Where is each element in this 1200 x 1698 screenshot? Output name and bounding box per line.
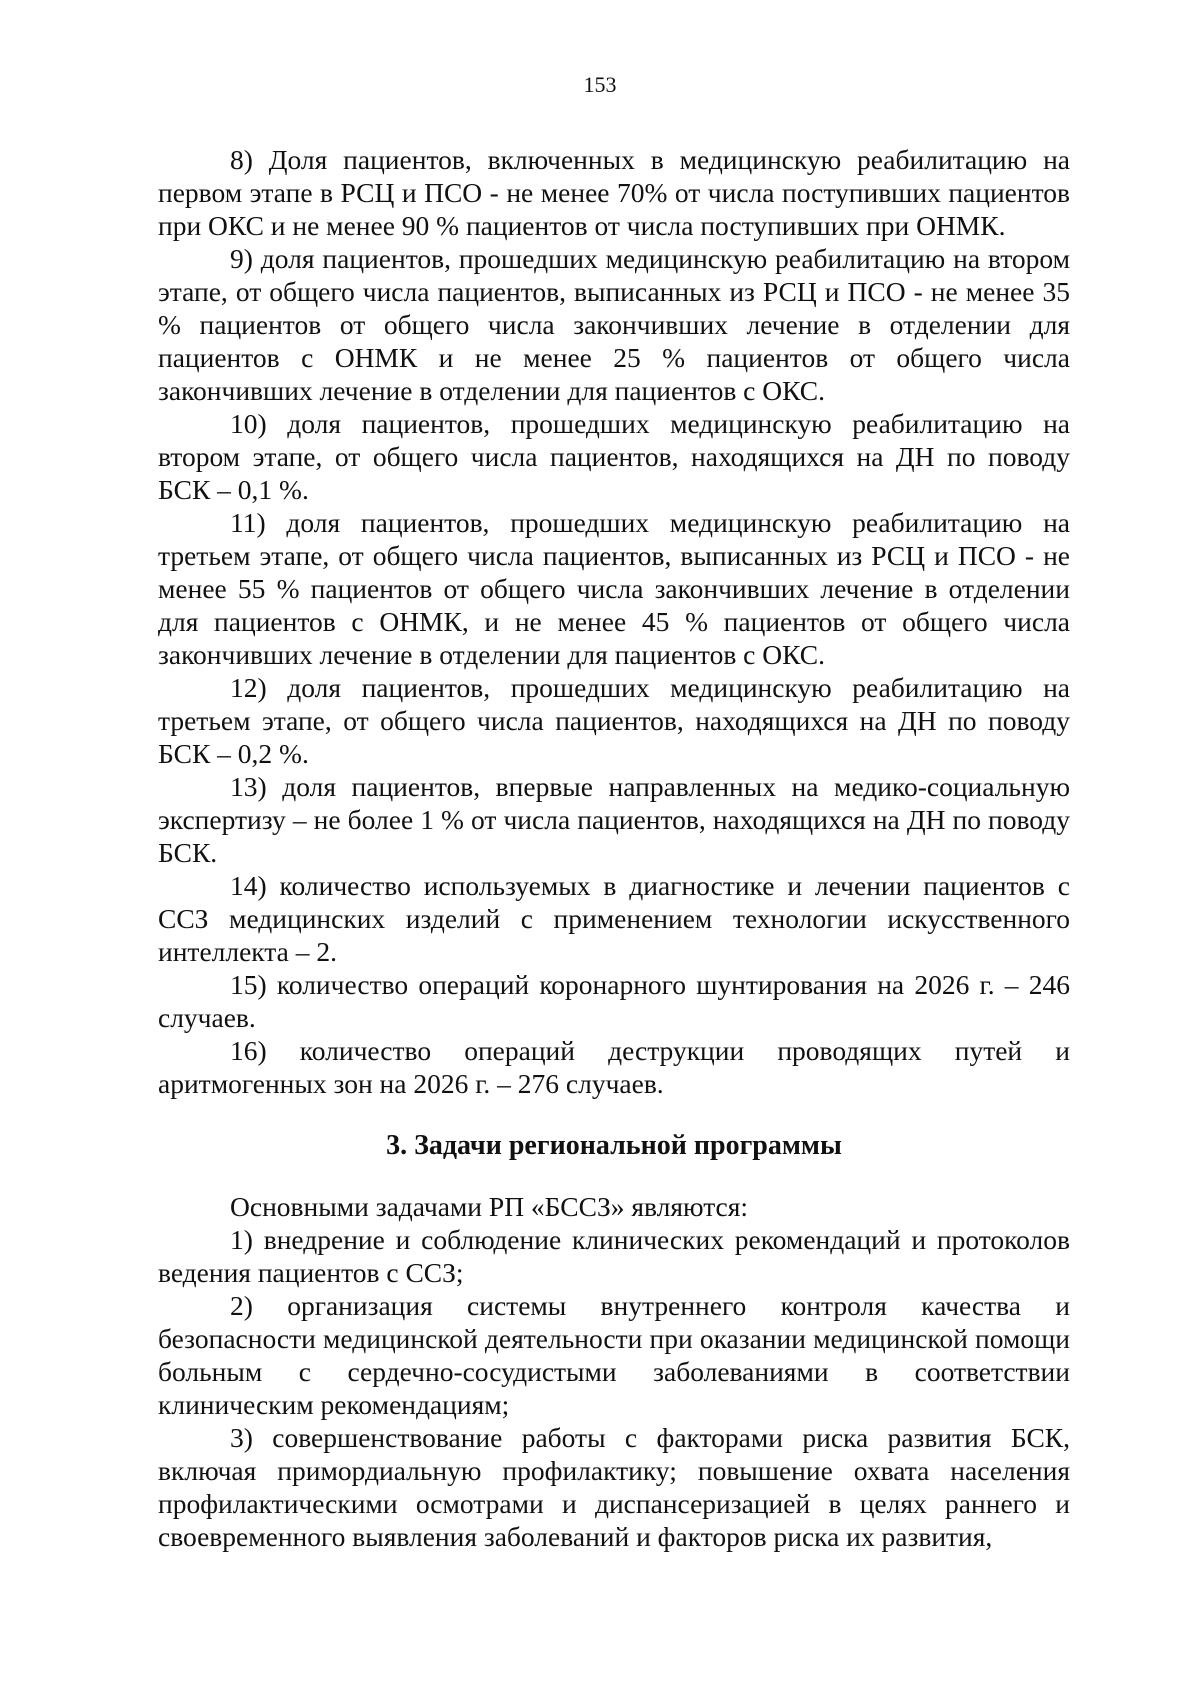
target-item-12: 12) доля пациентов, прошедших медицинскую реабилитацию на третьем этапе, от общего числа пациентов, находящихся на ДН по поводу БСК – 0,2 %. xyxy=(158,672,1070,769)
target-item-8: 8) Доля пациентов, включенных в медицинскую реабилитацию на первом этапе в РСЦ и ПСО - не менее 70% от числа поступивших пациентов при ОКС и не менее 90 % пациентов от числа поступивших при ОНМК. xyxy=(158,144,1070,241)
target-item-9: 9) доля пациентов, прошедших медицинскую реабилитацию на втором этапе, от общего числа пациентов, выписанных из РСЦ и ПСО - не менее 35 % пациентов от общего числа закончивших лечение в отделении для пациентов с ОНМК и не менее 25 % пациентов от общего числа закончивших лечение в отделении для пациентов с ОКС. xyxy=(158,243,1070,406)
target-item-16: 16) количество операций деструкции проводящих путей и аритмогенных зон на 2026 г. – 276 случаев. xyxy=(158,1035,1070,1099)
target-item-10: 10) доля пациентов, прошедших медицинскую реабилитацию на втором этапе, от общего числа пациентов, находящихся на ДН по поводу БСК – 0,1 %. xyxy=(158,408,1070,505)
section-title: 3. Задачи региональной программы xyxy=(386,1130,842,1161)
task-item-1: 1) внедрение и соблюдение клинических рекомендаций и протоколов ведения пациентов с ССЗ; xyxy=(158,1224,1070,1288)
target-item-15: 15) количество операций коронарного шунтирования на 2026 г. – 246 случаев. xyxy=(158,969,1070,1033)
page-number: 153 xyxy=(583,72,617,97)
task-item-3: 3) совершенствование работы с факторами риска развития БСК, включая примордиальную профилактику; повышение охвата населения профилактическими осмотрами и диспансеризацией в целях раннего и своевременного выявления заболеваний и факторов риска их развития, xyxy=(158,1422,1070,1552)
tasks-intro: Основными задачами РП «БССЗ» являются: xyxy=(230,1191,749,1222)
task-item-2: 2) организация системы внутреннего контроля качества и безопасности медицинской деятельности при оказании медицинской помощи больным с сердечно-сосудистыми заболеваниями в соответствии клиническим рекомендациям; xyxy=(158,1290,1070,1420)
page-content xyxy=(158,143,1070,1553)
target-item-14: 14) количество используемых в диагностике и лечении пациентов с ССЗ медицинских изделий с применением технологии искусственного интеллекта – 2. xyxy=(158,870,1070,967)
target-item-13: 13) доля пациентов, впервые направленных на медико-социальную экспертизу – не более 1 % от числа пациентов, находящихся на ДН по поводу БСК. xyxy=(158,771,1070,868)
target-item-11: 11) доля пациентов, прошедших медицинскую реабилитацию на третьем этапе, от общего числа пациентов, выписанных из РСЦ и ПСО - не менее 55 % пациентов от общего числа закончивших лечение в отделении для пациентов с ОНМК, и не менее 45 % пациентов от общего числа закончивших лечение в отделении для пациентов с ОКС. xyxy=(158,507,1070,670)
